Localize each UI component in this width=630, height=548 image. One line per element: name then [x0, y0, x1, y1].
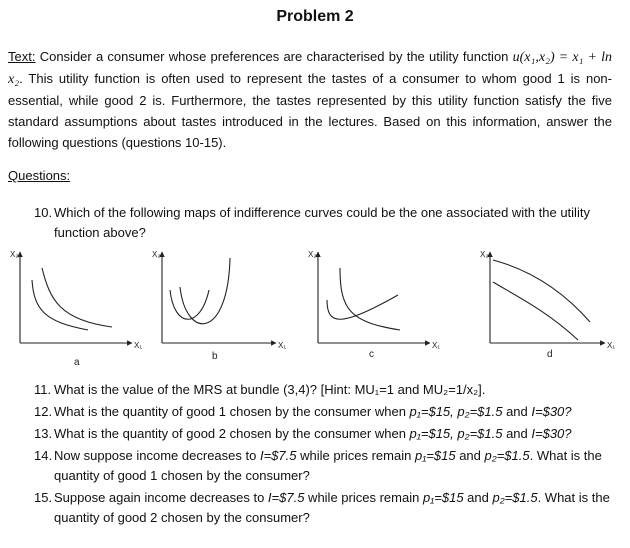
- math-expression: I=$30?: [531, 426, 572, 441]
- question-text-part: What is the quantity of good 2 chosen by the consumer when: [54, 426, 410, 441]
- question-text-part: . What is the quantity of good 1 chosen by the consumer?: [54, 448, 602, 483]
- graph-c: [318, 252, 430, 343]
- graph-a-x-label: X₁: [134, 341, 143, 350]
- graph-d: [490, 252, 605, 343]
- question-13: [34, 424, 614, 444]
- math-expression: p₁=$15: [422, 490, 464, 505]
- graph-d-y-label: X₂: [480, 250, 489, 259]
- graph-b-curve-2: [180, 258, 230, 324]
- math-expression: I=$7.5: [267, 490, 305, 505]
- question-number: 11.: [34, 382, 52, 397]
- question-text: Which of the following maps of indifference curves could be the one associated with the utility function above?: [54, 205, 590, 240]
- question-text: [54, 446, 614, 486]
- graph-d-label: d: [547, 349, 553, 360]
- page-title: Problem 2: [276, 8, 354, 25]
- question-text: [54, 488, 614, 528]
- math-expression: p₁=$15: [414, 448, 456, 463]
- math-expression: p₂=$1.5: [492, 490, 538, 505]
- question-text: [54, 402, 614, 422]
- question-text-part: and: [502, 404, 532, 419]
- question-number: 12.: [34, 404, 53, 419]
- question-text: [54, 380, 614, 400]
- question-text-part: and: [455, 448, 485, 463]
- math-expression: p₁=$15, p₂=$1.5: [409, 404, 503, 419]
- question-11: [34, 380, 614, 400]
- graph-a-curve-2: [42, 268, 112, 327]
- question-text: [54, 424, 614, 444]
- utility-formula: u(x₁,x₂) = x₁ + ln x₂: [8, 50, 612, 87]
- question-number: 14.: [34, 448, 53, 463]
- graph-b-x-label: X₁: [278, 341, 287, 350]
- graph-a-label: a: [74, 357, 80, 368]
- question-text-part: What is the quantity of good 1 chosen by the consumer when: [54, 404, 410, 419]
- question-text-part: . What is the quantity of good 2 chosen by the consumer?: [54, 490, 610, 525]
- graph-d-curve-1: [493, 282, 578, 340]
- graph-c-label: c: [369, 349, 374, 360]
- text-label: Text:: [8, 49, 36, 64]
- question-text-part: and: [502, 426, 532, 441]
- question-12: [34, 402, 614, 422]
- question-14: [34, 446, 614, 486]
- text-rest: . This utility function is often used to represent the tastes of a consumer to whom good 1 is non-essential, while good 2 is. Furthermore, the tastes represented by this utility function satisfy the five standard assumptions about tastes introduced in the lectures. Based on this information, answer the following questions (questions 10-15).: [8, 71, 612, 150]
- questions-heading: Questions:: [8, 168, 71, 183]
- graph-a-y-label: X₂: [10, 250, 19, 259]
- text-intro: Consider a consumer whose preferences are characterised by the utility function: [35, 49, 513, 64]
- math-expression: I=$30?: [531, 404, 572, 419]
- question-number: 10.: [34, 205, 53, 220]
- question-text-part: Now suppose income decreases to: [54, 448, 260, 463]
- math-expression: p₁=$15, p₂=$1.5: [409, 426, 503, 441]
- graph-b: [162, 252, 276, 343]
- graph-c-y-label: X₂: [308, 250, 317, 259]
- question-text-part: while prices remain: [304, 490, 423, 505]
- question-text-part: Suppose again income decreases to: [54, 490, 268, 505]
- question-list: [34, 380, 614, 530]
- question-text-part: while prices remain: [296, 448, 415, 463]
- indifference-curve-graphs: [0, 240, 630, 370]
- math-expression: p₂=$1.5: [484, 448, 530, 463]
- graph-c-x-label: X₁: [432, 341, 441, 350]
- math-expression: I=$7.5: [259, 448, 297, 463]
- graph-c-curve-1: [327, 295, 398, 319]
- problem-text: [8, 46, 612, 153]
- question-number: 15.: [34, 490, 53, 505]
- graph-a: [20, 252, 132, 343]
- question-15: [34, 488, 614, 528]
- graph-b-y-label: X₂: [152, 250, 161, 259]
- graph-d-x-label: X₁: [607, 341, 616, 350]
- graph-a-curve-1: [32, 280, 88, 330]
- question-number: 13.: [34, 426, 53, 441]
- question-text-part: What is the value of the MRS at bundle (3,4)? [Hint: MU₁=1 and MU₂=1/x₂].: [54, 382, 486, 397]
- question-text-part: and: [463, 490, 493, 505]
- graph-b-label: b: [212, 351, 218, 362]
